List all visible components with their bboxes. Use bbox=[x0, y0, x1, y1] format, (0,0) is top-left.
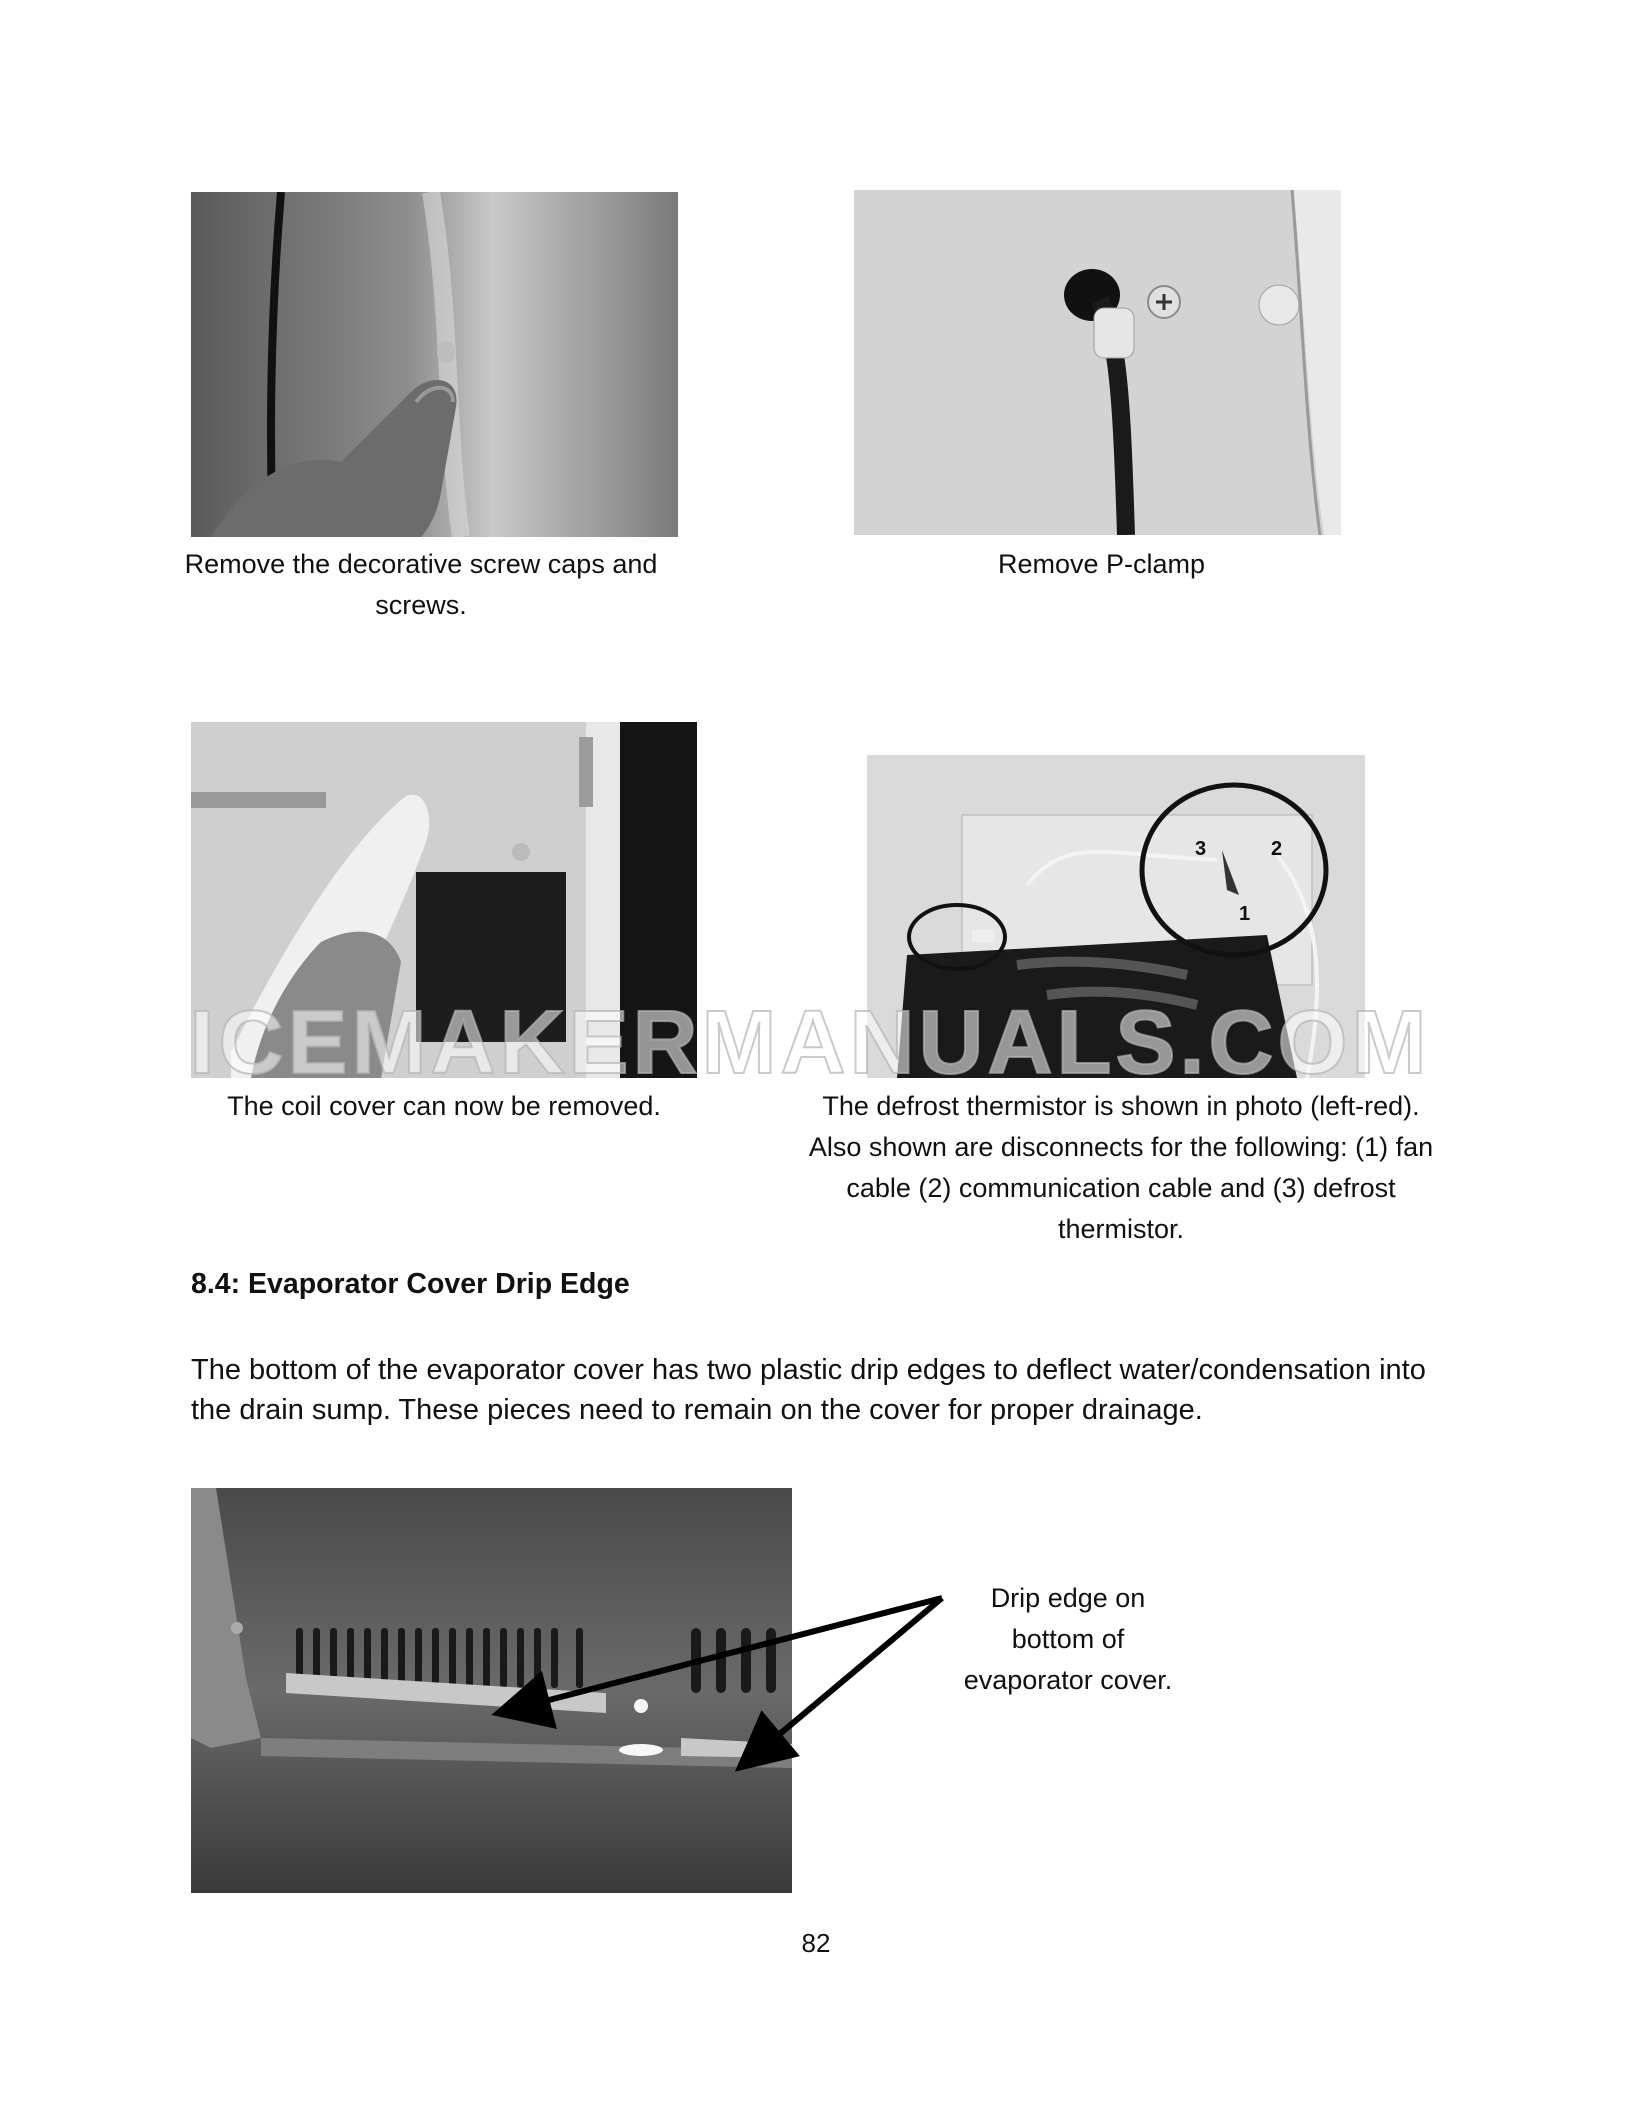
photo-coil-cover bbox=[191, 722, 697, 1078]
caption-thermistor: The defrost thermistor is shown in photo (left-red). Also shown are disconnects for the following: (1) fan cable (2) communication cable and (3) defrost thermistor. bbox=[808, 1091, 1434, 1244]
caption-p-clamp: Remove P-clamp bbox=[997, 549, 1206, 579]
thermistor-label-1: 1 bbox=[1239, 903, 1251, 925]
photo-p-clamp bbox=[854, 190, 1341, 535]
photo-screw-caps bbox=[191, 192, 678, 537]
photo-thermistor bbox=[867, 755, 1365, 1078]
section-body: The bottom of the evaporator cover has two plastic drip edges to deflect water/condensation into the drain sump. These pieces need to remain on the cover for proper drainage. bbox=[191, 1354, 1426, 1426]
page-number: 82 bbox=[801, 1928, 831, 1958]
thermistor-label-3: 3 bbox=[1195, 838, 1207, 860]
watermark: ICEMAKERMANUALS.COM bbox=[189, 993, 1431, 1093]
caption-screw-caps: Remove the decorative screw caps and screws. bbox=[184, 549, 658, 620]
section-heading: 8.4: Evaporator Cover Drip Edge bbox=[191, 1268, 630, 1300]
thermistor-label-2: 2 bbox=[1271, 838, 1283, 860]
caption-coil-cover: The coil cover can now be removed. bbox=[227, 1091, 661, 1121]
caption-drip-edge: Drip edge on bottom of evaporator cover. bbox=[963, 1583, 1173, 1695]
photo-drip-edge bbox=[191, 1488, 792, 1893]
